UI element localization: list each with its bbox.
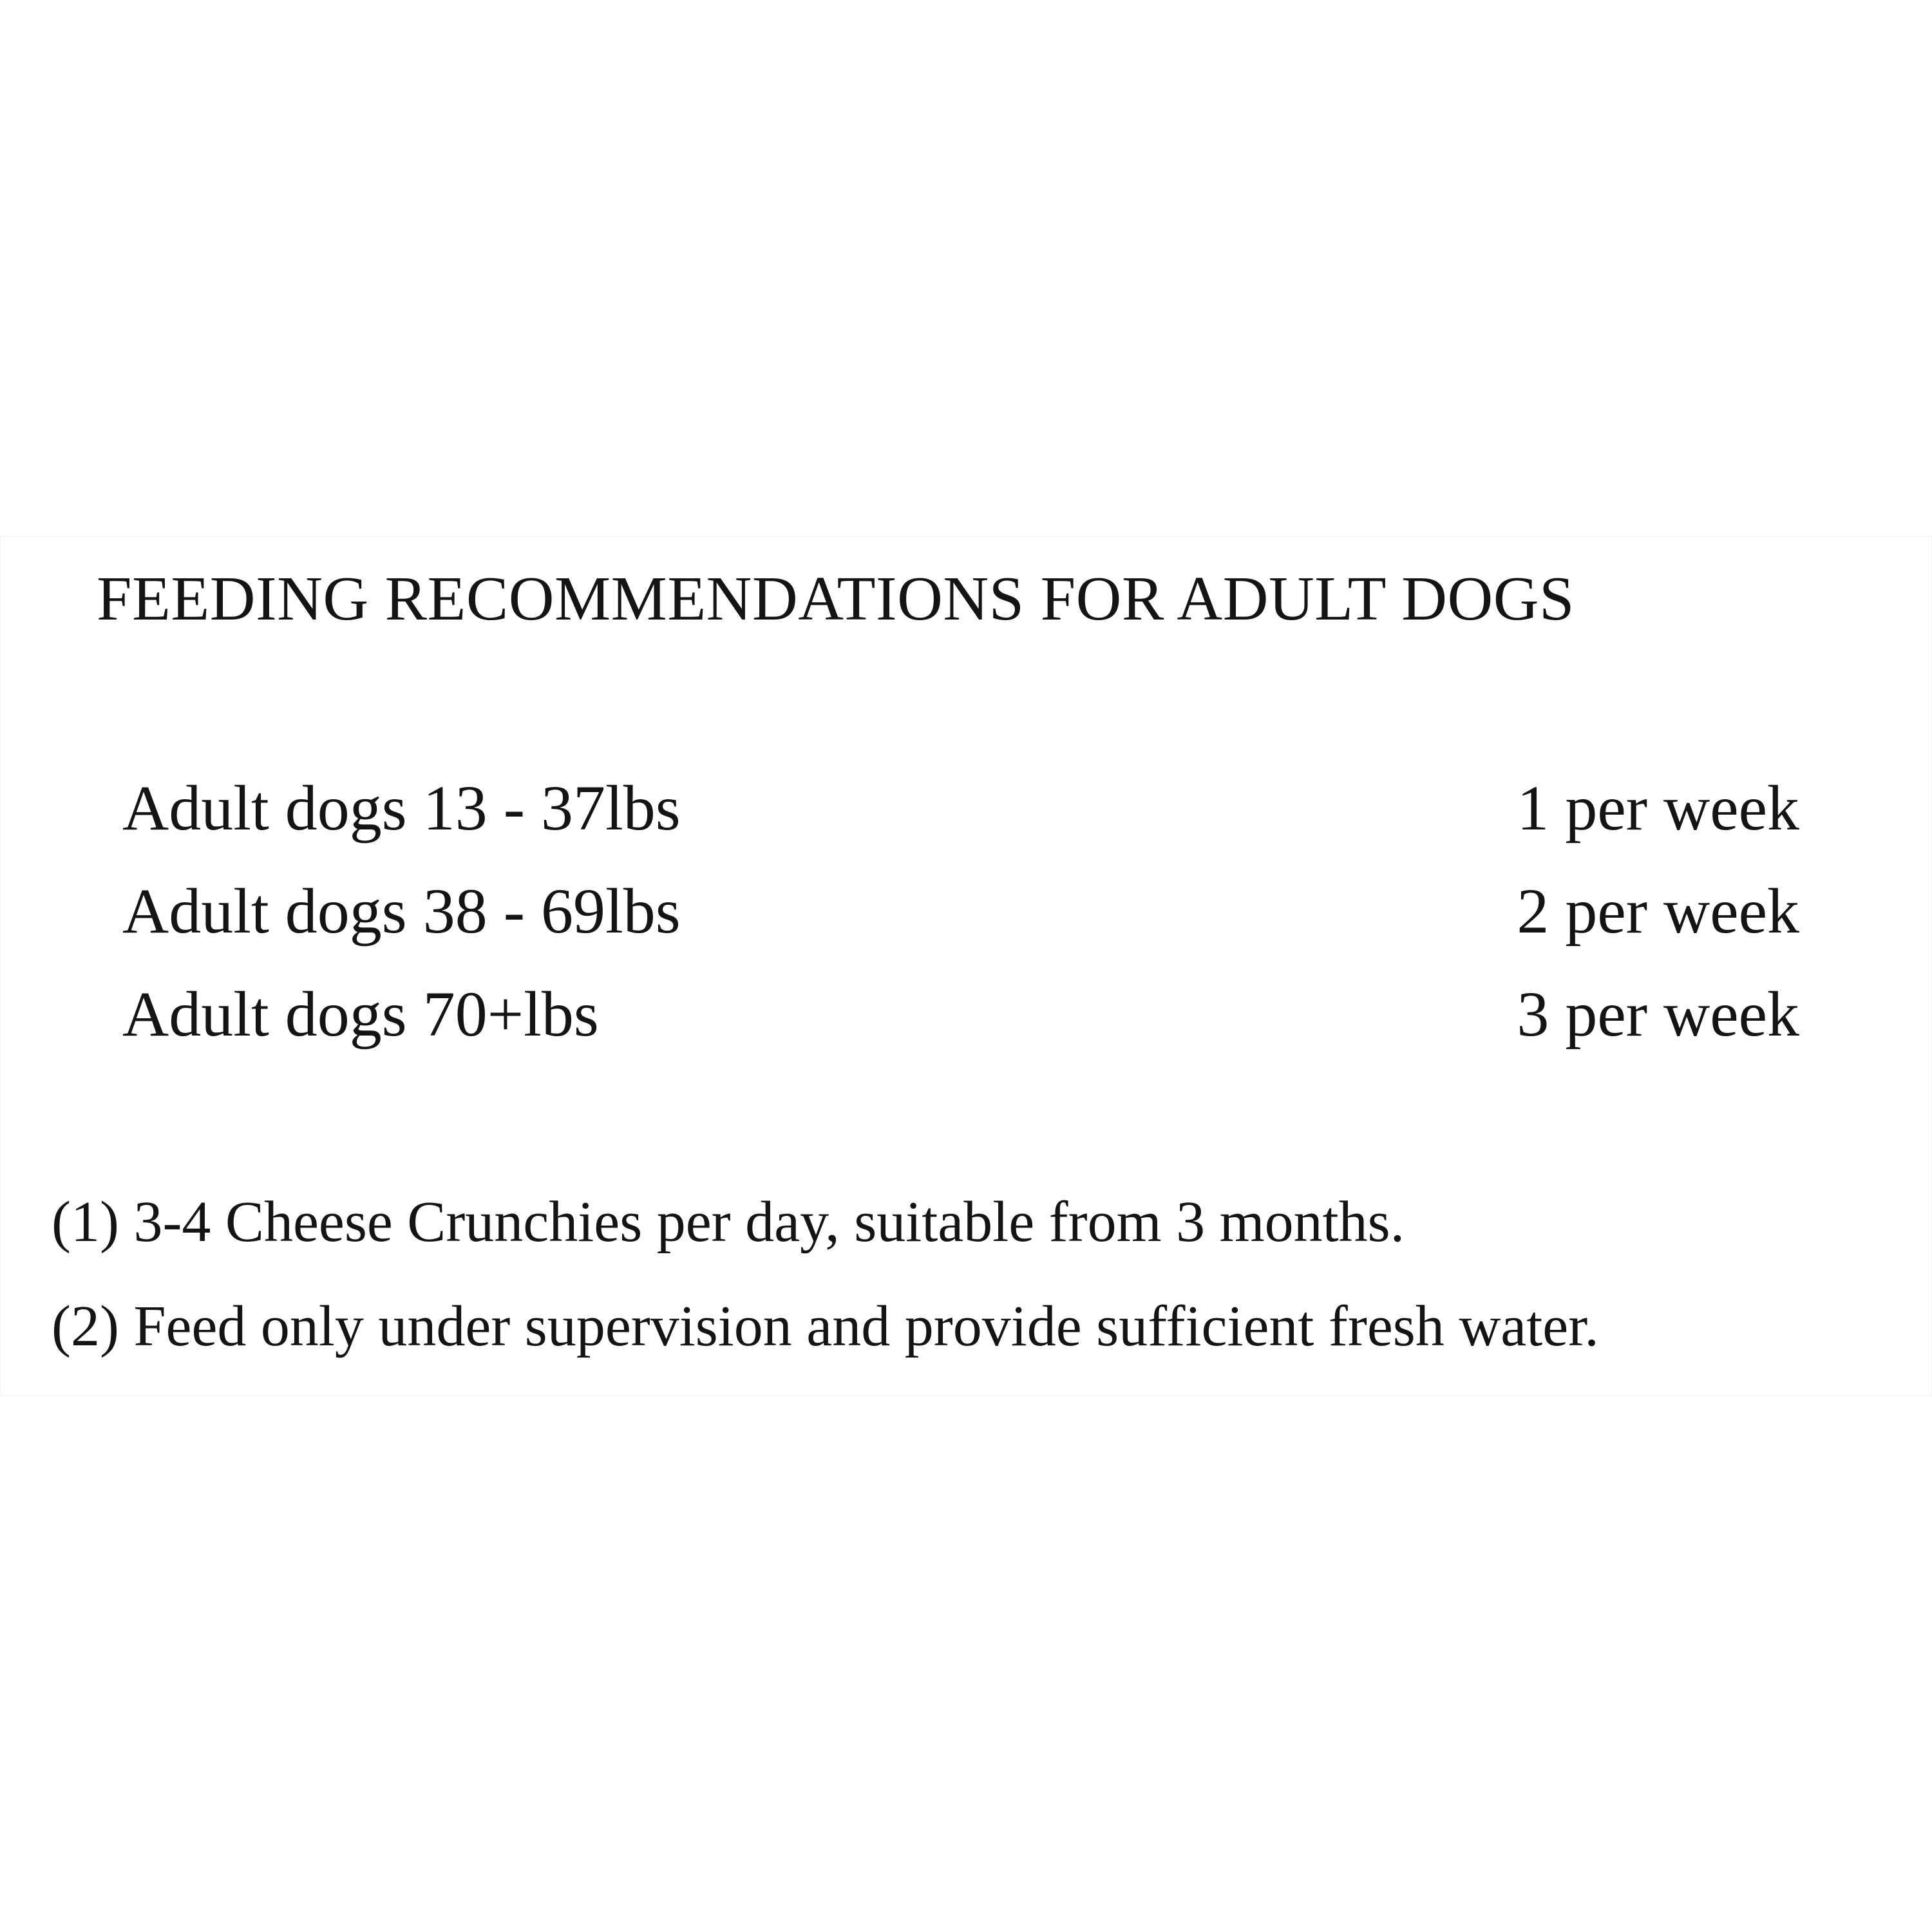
page-title: FEEDING RECOMMENDATIONS FOR ADULT DOGS xyxy=(97,564,1575,634)
weight-range-label: Adult dogs 70+lbs xyxy=(122,978,599,1050)
recommendation-row xyxy=(0,766,1932,850)
recommendation-row xyxy=(0,869,1932,953)
recommendation-row xyxy=(0,972,1932,1056)
weight-range-label: Adult dogs 13 - 37lbs xyxy=(122,772,681,844)
feeding-frequency: 3 per week xyxy=(1517,978,1799,1050)
footnote-1: (1) 3-4 Cheese Crunchies per day, suitable from 3 months. xyxy=(52,1190,1405,1254)
weight-range-label: Adult dogs 38 - 69lbs xyxy=(122,875,681,947)
feeding-panel xyxy=(0,536,1932,1396)
feeding-frequency: 2 per week xyxy=(1517,875,1799,947)
feeding-frequency: 1 per week xyxy=(1517,772,1799,844)
footnote-2: (2) Feed only under supervision and provide sufficient fresh water. xyxy=(52,1294,1599,1358)
